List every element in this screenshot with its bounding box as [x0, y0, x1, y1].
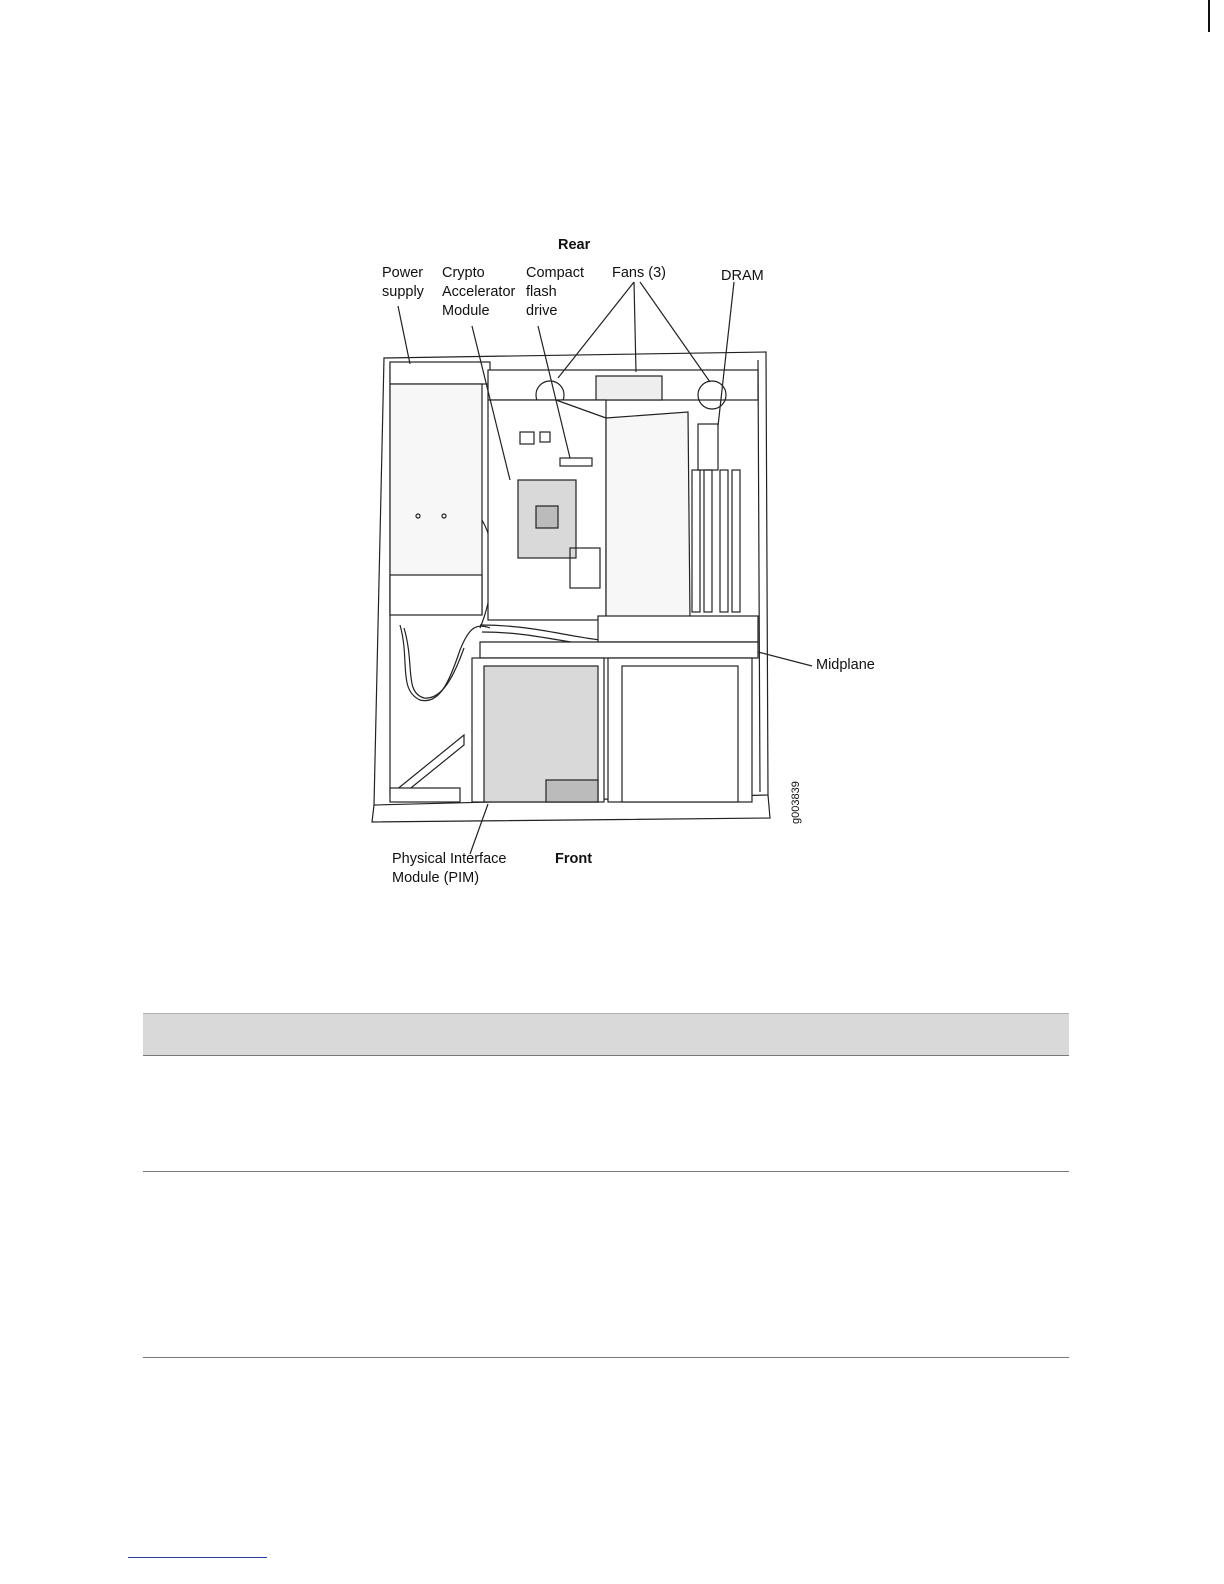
rear-label: Rear: [558, 237, 591, 253]
callout-fans: Fans (3): [612, 265, 666, 281]
callout-crypto-accelerator: Crypto Accelerator Module: [442, 265, 516, 319]
callout-power-supply: Power supply: [382, 265, 424, 300]
table-row-divider: [143, 1171, 1069, 1172]
chassis-illustration: [360, 230, 840, 910]
chassis-figure: [360, 230, 875, 910]
callout-compact-flash: Compact flash drive: [526, 265, 585, 319]
table-bottom-rule: [143, 1357, 1069, 1358]
figure-id: g003839: [790, 781, 802, 824]
page-edge-line: [1208, 0, 1210, 32]
callout-dram: DRAM: [721, 268, 764, 284]
table-header: [143, 1013, 1069, 1056]
front-label: Front: [555, 851, 593, 867]
callout-midplane: Midplane: [816, 657, 875, 673]
footer-link-rule: [128, 1557, 267, 1558]
callout-pim: Physical Interface Module (PIM): [392, 851, 507, 886]
